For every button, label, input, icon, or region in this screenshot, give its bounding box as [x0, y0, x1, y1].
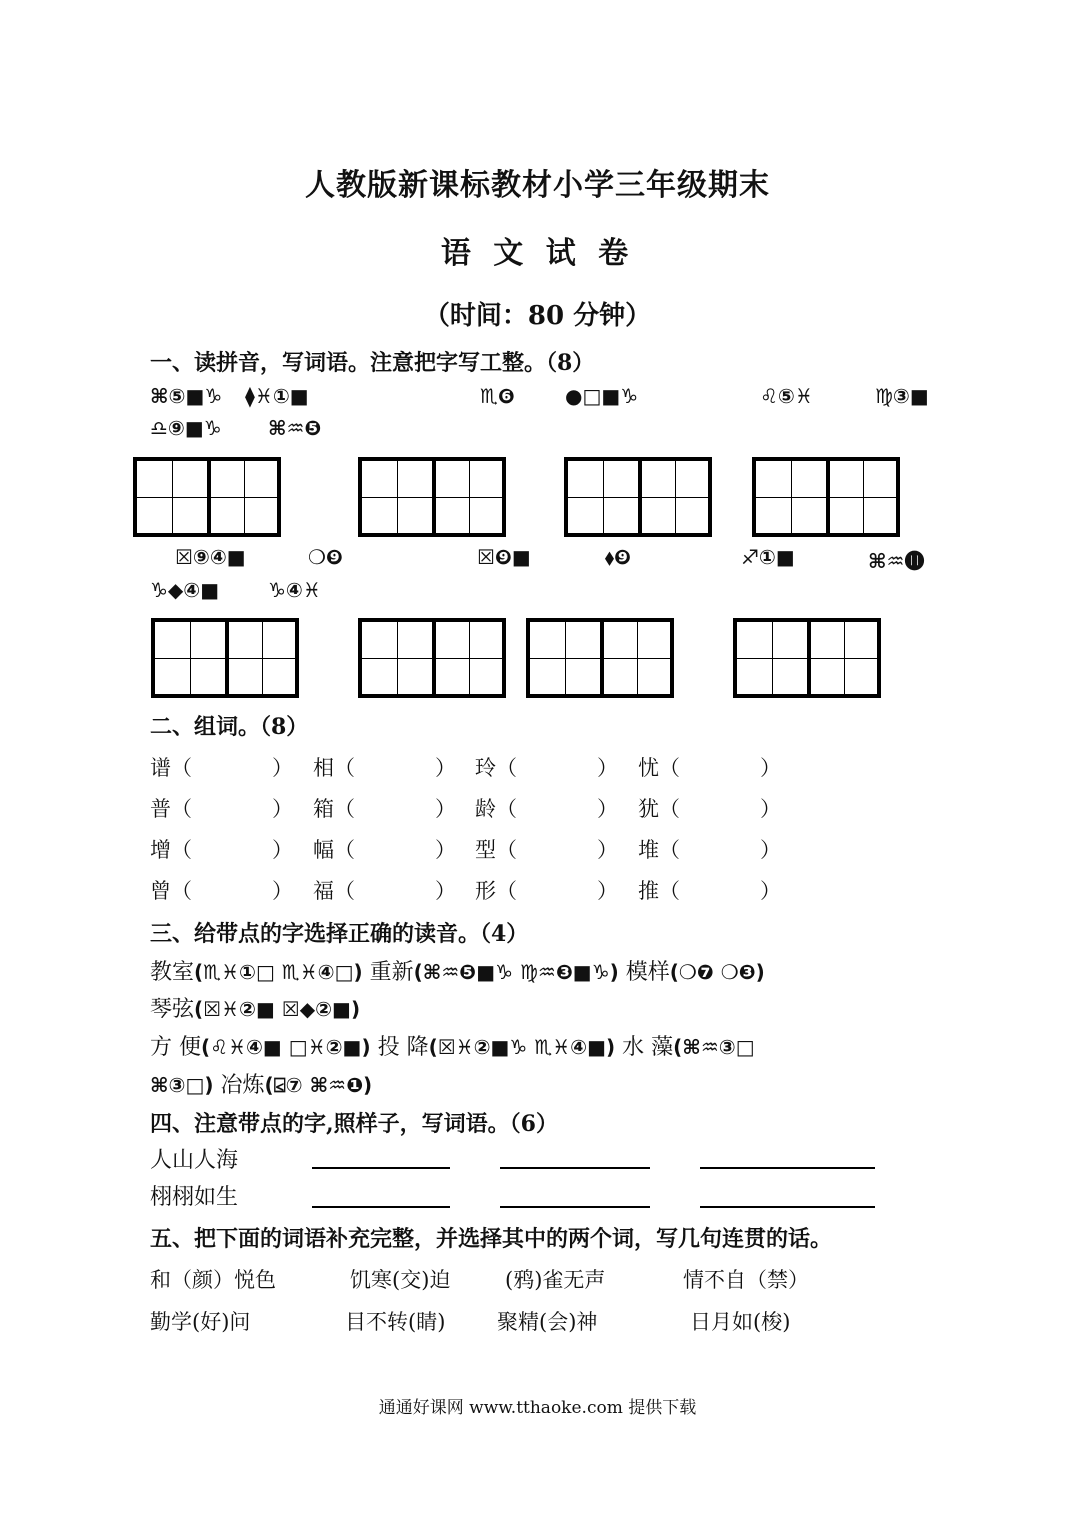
dotted-word: 教室	[150, 960, 195, 985]
idiom: 和（颜）悦色	[150, 1268, 276, 1292]
grid-cell[interactable]	[207, 461, 277, 533]
reading-line-3	[150, 1030, 755, 1061]
pinyin-4: ●□■♑	[565, 384, 639, 408]
idiom: 日月如(梭)	[690, 1310, 791, 1334]
reading-line-2	[150, 992, 360, 1023]
footer-credit: 通通好课网 www.tthaoke.com 提供下载	[378, 1398, 697, 1418]
paren-close: ）	[597, 797, 618, 821]
char-prompt: 型（	[475, 838, 517, 862]
idiom: 聚精(会)神	[497, 1310, 598, 1334]
pinyin-16: ♑④♓	[268, 578, 321, 602]
grid-cell[interactable]	[756, 461, 826, 533]
idiom: 勤学(好)问	[150, 1310, 251, 1334]
example-word: 栩栩如生	[150, 1185, 239, 1210]
char-prompt: 福（	[313, 879, 355, 903]
pinyin-5: ♌⑤♓	[760, 384, 813, 408]
grid-cell[interactable]	[737, 622, 807, 694]
idiom: (鸦)雀无声	[505, 1268, 606, 1292]
pinyin-options[interactable]: (☒♓②■♑ ♏♓④■)	[428, 1035, 616, 1059]
paren-close: ）	[597, 838, 618, 862]
pinyin-options[interactable]: (⌘♒③□	[673, 1035, 755, 1059]
pinyin-options[interactable]: (♏♓①□ ♏♓④□)	[194, 960, 363, 984]
grid-cell[interactable]	[807, 622, 877, 694]
section3-heading: 三、给带点的字选择正确的读音。（4）	[150, 921, 529, 947]
grid-cell[interactable]	[362, 461, 432, 533]
pinyin-14: ⌘♒⓫	[868, 549, 925, 573]
example-word: 人山人海	[150, 1148, 239, 1173]
page-subtitle: 语 文 试 卷	[440, 236, 635, 271]
grid-cell[interactable]	[600, 622, 670, 694]
pinyin-13: ♐①■	[741, 545, 795, 569]
char-prompt: 龄（	[475, 797, 517, 821]
dotted-word: 方 便	[150, 1035, 201, 1060]
char-prompt: 犹（	[638, 797, 680, 821]
paren-close: ）	[272, 797, 293, 821]
writing-grid[interactable]	[526, 618, 674, 698]
char-prompt: 增（	[150, 838, 192, 862]
answer-blank[interactable]	[500, 1206, 650, 1208]
paren-close: ）	[760, 756, 781, 780]
writing-grid[interactable]	[733, 618, 881, 698]
char-prompt: 普（	[150, 797, 192, 821]
writing-grid[interactable]	[752, 457, 900, 537]
pinyin-1: ⌘⑤■♑	[150, 384, 223, 408]
page-title: 人教版新课标教材小学三年级期末	[305, 168, 770, 203]
char-prompt: 箱（	[313, 797, 355, 821]
grid-cell[interactable]	[432, 461, 502, 533]
answer-blank[interactable]	[312, 1167, 450, 1169]
char-prompt: 玲（	[475, 756, 517, 780]
dotted-word: 投 降	[377, 1035, 429, 1060]
paren-close: ）	[435, 756, 456, 780]
dotted-word: 重新	[369, 960, 414, 985]
writing-grid[interactable]	[358, 457, 506, 537]
paren-close: ）	[435, 879, 456, 903]
pinyin-options[interactable]: ⌘③□)	[150, 1073, 214, 1097]
pinyin-7: ♎⑨■♑	[150, 416, 222, 440]
grid-cell[interactable]	[362, 622, 432, 694]
dotted-word: 模样	[625, 960, 670, 985]
answer-blank[interactable]	[700, 1206, 875, 1208]
section4-heading: 四、注意带点的字,照样子，写词语。（6）	[150, 1111, 558, 1137]
char-prompt: 幅（	[313, 838, 355, 862]
char-prompt: 形（	[475, 879, 517, 903]
pinyin-2: ⧫♓①■	[245, 384, 309, 408]
dotted-word: 冶炼	[220, 1073, 265, 1098]
paren-close: ）	[597, 879, 618, 903]
pinyin-options[interactable]: (❍❼ ❍❸)	[669, 960, 765, 984]
answer-blank[interactable]	[312, 1206, 450, 1208]
writing-grid[interactable]	[133, 457, 281, 537]
pinyin-8: ⌘♒❺	[268, 416, 322, 440]
char-prompt: 谱（	[150, 756, 192, 780]
paren-close: ）	[435, 838, 456, 862]
answer-blank[interactable]	[700, 1167, 875, 1169]
char-prompt: 推（	[638, 879, 680, 903]
pinyin-options[interactable]: (♌♓④■ □♓②■)	[201, 1035, 371, 1059]
idiom: 饥寒(交)迫	[350, 1268, 451, 1292]
paren-close: ）	[272, 879, 293, 903]
paren-close: ）	[597, 756, 618, 780]
grid-cell[interactable]	[432, 622, 502, 694]
pinyin-options[interactable]: (⍃⑦ ⌘♒❶)	[264, 1073, 373, 1097]
paren-close: ）	[272, 756, 293, 780]
paren-close: ）	[760, 797, 781, 821]
pinyin-12: ⬧❾	[605, 545, 631, 569]
pinyin-6: ♍③■	[875, 384, 929, 408]
answer-blank[interactable]	[500, 1167, 650, 1169]
pinyin-3: ♏❻	[480, 384, 515, 408]
grid-cell[interactable]	[137, 461, 207, 533]
dotted-word: 琴弦	[150, 997, 195, 1022]
idiom: 情不自（禁）	[683, 1268, 809, 1292]
paren-close: ）	[435, 797, 456, 821]
paren-close: ）	[272, 838, 293, 862]
pinyin-options[interactable]: (☒♓②■ ☒◆②■)	[194, 997, 361, 1021]
section5-heading: 五、把下面的词语补充完整，并选择其中的两个词，写几句连贯的话。	[150, 1226, 833, 1252]
section2-heading: 二、组词。（8）	[150, 714, 309, 740]
char-prompt: 曾（	[150, 879, 192, 903]
pinyin-9: ☒⑨④■	[175, 545, 246, 569]
reading-line-1	[150, 955, 765, 986]
grid-cell[interactable]	[638, 461, 708, 533]
writing-grid[interactable]	[358, 618, 506, 698]
time-limit: （时间：80 分钟）	[423, 301, 652, 331]
section1-heading: 一、读拼音，写词语。注意把字写工整。（8）	[150, 350, 595, 376]
pinyin-11: ☒❾■	[477, 545, 531, 569]
grid-cell[interactable]	[568, 461, 638, 533]
char-prompt: 忧（	[638, 756, 680, 780]
paren-close: ）	[760, 879, 781, 903]
writing-grid[interactable]	[151, 618, 299, 698]
pinyin-15: ♑◆④■	[150, 578, 220, 602]
pinyin-options[interactable]: (⌘♒❺■♑ ♍♒❸■♑)	[413, 960, 619, 984]
char-prompt: 堆（	[638, 838, 680, 862]
grid-cell[interactable]	[155, 622, 225, 694]
reading-line-4	[150, 1068, 372, 1099]
grid-cell[interactable]	[530, 622, 600, 694]
idiom: 目不转(睛)	[345, 1310, 446, 1334]
writing-grid[interactable]	[564, 457, 712, 537]
dotted-word: 水 藻	[622, 1035, 674, 1060]
char-prompt: 相（	[313, 756, 355, 780]
grid-cell[interactable]	[826, 461, 896, 533]
paren-close: ）	[760, 838, 781, 862]
pinyin-10: ❍❾	[308, 545, 343, 569]
grid-cell[interactable]	[225, 622, 295, 694]
